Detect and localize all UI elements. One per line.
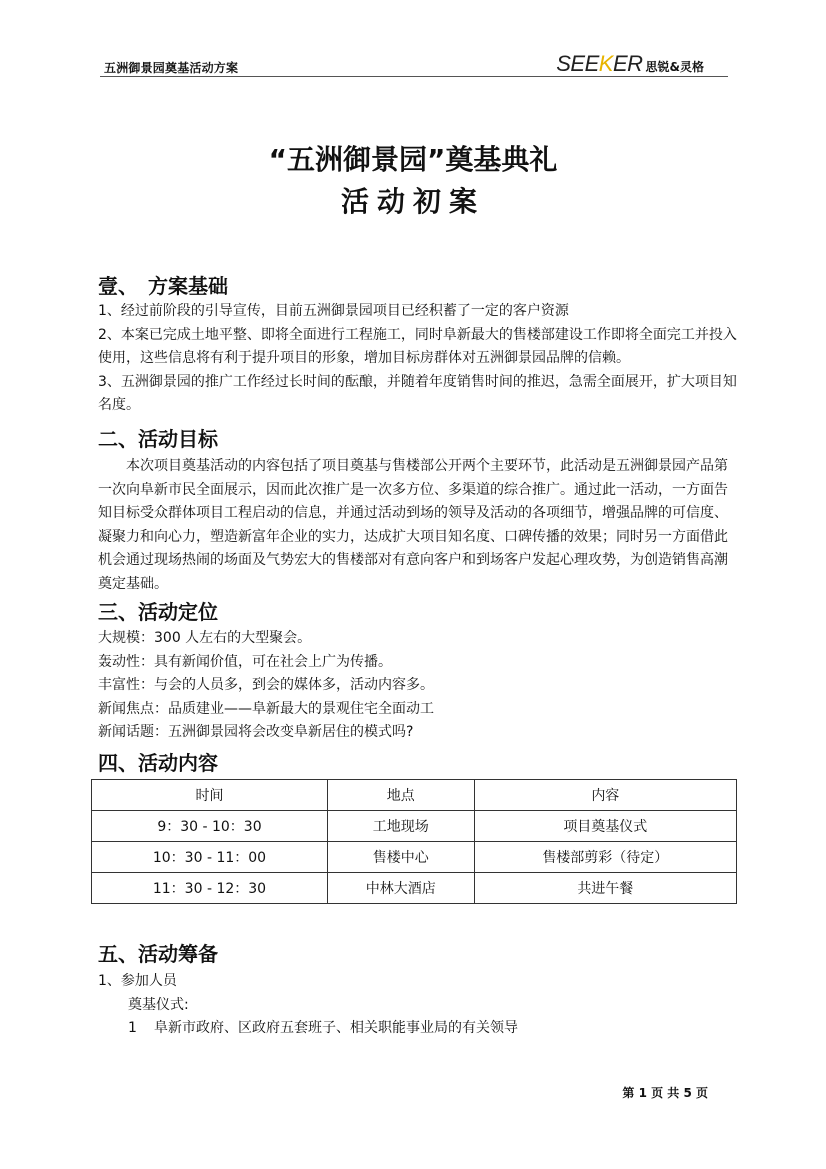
list-item: 1、经过前阶段的引导宣传，目前五洲御景园项目已经积蓄了一定的客户资源 (98, 303, 569, 319)
list-item: 3、五洲御景园的推广工作经过长时间的酝酿，并随着年度销售时间的推迟，急需全面展开，扩大项目知名度。 (98, 373, 737, 413)
sub-heading: 1、参加人员 (98, 973, 177, 989)
list-item: 2、本案已完成土地平整、即将全面进行工程施工，同时阜新最大的售楼部建设工作即将全面完工并投入使用，这些信息将有利于提升项目的形象，增加目标房群体对五洲御景园品牌的信赖。 (98, 326, 737, 366)
schedule-table (91, 779, 737, 904)
bullet-number: 1 (128, 1020, 137, 1036)
document-subtitle: 活动初案 (340, 185, 485, 218)
table-row (92, 811, 737, 842)
section-1-body (98, 300, 738, 418)
logo-wordmark: SEEKER (556, 51, 643, 76)
sub-sub-heading: 奠基仪式: (128, 996, 189, 1013)
section-heading-1: 壹、 方案基础 (98, 274, 228, 298)
seeker-logo (556, 51, 704, 76)
header-doc-title: 五洲御景园奠基活动方案 (104, 61, 239, 75)
cell-time: 10：30 - 11：00 (92, 842, 328, 873)
list-item: 新闻焦点：品质建业——阜新最大的景观住宅全面动工 (98, 700, 434, 717)
cell-location: 售楼中心 (327, 842, 474, 873)
column-header-content: 内容 (474, 780, 736, 811)
section-3-body (98, 627, 738, 745)
section-5-body (98, 970, 738, 1041)
page-header (100, 51, 728, 77)
section-heading-5: 五、活动筹备 (98, 942, 218, 966)
section-heading-4: 四、活动内容 (98, 751, 218, 775)
cell-content: 共进午餐 (474, 873, 736, 904)
cell-content: 项目奠基仪式 (474, 811, 736, 842)
section-heading-3: 三、活动定位 (98, 600, 218, 624)
bullet-text: 阜新市政府、区政府五套班子、相关职能事业局的有关领导 (154, 1020, 518, 1036)
column-header-time: 时间 (92, 780, 328, 811)
list-item: 大规模：300 人左右的大型聚会。 (98, 630, 312, 646)
section-heading-2: 二、活动目标 (98, 427, 218, 451)
cell-location: 工地现场 (327, 811, 474, 842)
document-title: “五洲御景园”奠基典礼 (268, 143, 558, 176)
table-row (92, 873, 737, 904)
column-header-location: 地点 (327, 780, 474, 811)
cell-time: 9：30 - 10：30 (92, 811, 328, 842)
list-item: 丰富性：与会的人员多，到会的媒体多，活动内容多。 (98, 677, 434, 693)
list-item (98, 1017, 738, 1041)
cell-location: 中林大酒店 (327, 873, 474, 904)
cell-content: 售楼部剪彩（待定） (474, 842, 736, 873)
page-number: 第 1 页 共 5 页 (622, 1086, 708, 1100)
cell-time: 11：30 - 12：30 (92, 873, 328, 904)
table-row (92, 842, 737, 873)
list-item: 轰动性：具有新闻价值，可在社会上广为传播。 (98, 653, 392, 670)
logo-chinese-name: 思锐&灵格 (645, 60, 704, 74)
table-header-row (92, 780, 737, 811)
list-item: 新闻话题：五洲御景园将会改变阜新居住的模式吗? (98, 724, 414, 740)
section-2-body: 本次项目奠基活动的内容包括了项目奠基与售楼部公开两个主要环节，此活动是五洲御景园产品第一次向阜新市民全面展示，因而此次推广是一次多方位、多渠道的综合推广。通过此一活动，一方面告知目标受众群体项目工程启动的信息，并通过活动到场的领导及活动的各项细节，增强品牌的可信度、凝聚力和向心力，塑造新富年企业的实力，达成扩大项目知名度、口碑传播的效果；同时另一方面借此机会通过现场热闹的场面及气势宏大的售楼部对有意向客户和到场客户发起心理攻势，为创造销售高潮奠定基础。 (98, 458, 728, 592)
